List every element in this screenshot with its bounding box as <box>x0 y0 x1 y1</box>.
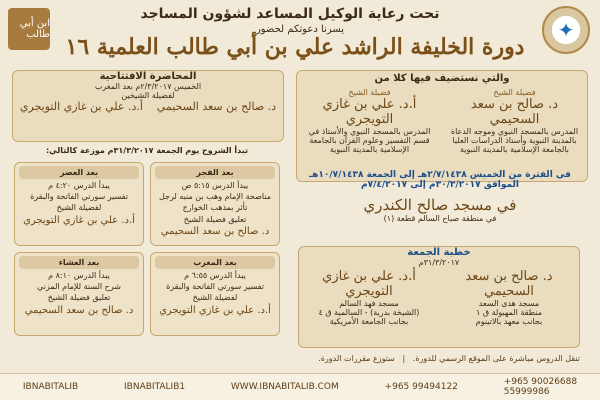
card-topic: مناصحة الإمام وهب بن منبه لرجل <box>158 192 272 202</box>
friday-note: بجانب الجامعة الأمريكية <box>329 317 409 326</box>
footnote-live: تنقل الدروس مباشرة على الموقع الرسمي للدورة. <box>412 354 580 363</box>
opening-sheikh: أ.د. علي بن غازي التويجري <box>19 100 143 113</box>
friday-location: منطقة المهبولة ق ١ <box>476 308 542 317</box>
hosts-heading: والتي نستضيف فيها كلا من <box>374 73 510 84</box>
host-desc: المدرس بالمسجد النبوي والأستاذ في قسم التفسير وعلوم القرآن بالجامعة الإسلامية بالمدينة النبوية <box>308 127 431 155</box>
mosque-area: في منطقة صباح السالم قطعة (١) <box>383 214 497 223</box>
card-topic: تأثر بمذهب الخوارج <box>182 203 248 213</box>
friday-mosque: مسجد فهد السالم <box>339 299 399 308</box>
phone-1[interactable]: +965 99494122 <box>384 382 458 392</box>
mosque-name: في مسجد صالح الكندري <box>363 196 517 214</box>
opening-time: الخميس ٢/٣/٢٠١٧م بعد المغرب <box>94 82 202 91</box>
friday-mosque: مسجد هدى السعد <box>478 299 540 308</box>
card-start: يبدأ الدرس ٨:١٠ م <box>48 271 110 280</box>
phone-2-a[interactable]: +965 90026688 <box>503 377 578 387</box>
card-topic: تفسير سورتي الفاتحة والبقرة <box>30 192 128 202</box>
invite-line: يسرنا دعوتكم لحضور <box>255 24 345 35</box>
card-sheikh: أ.د. علي بن غازي التويجري <box>159 304 271 316</box>
social-handle-2[interactable]: IBNABITALIB1 <box>124 382 186 392</box>
card-topic: تعليق فضيلة الشيخ <box>47 293 111 303</box>
card-topic: تعليق فضيلة الشيخ <box>183 214 247 224</box>
card-topic: لفضيلة الشيخ <box>56 203 102 213</box>
host-name: أ.د. علي بن غازي التويجري <box>322 97 417 127</box>
host-label: فضيلة الشيخ <box>493 88 536 97</box>
event-title: دورة الخليفة الراشد علي بن أبي طالب العلمية ١٦ <box>65 34 525 60</box>
period-line1: في الفترة من الخميس ٢/٧/١٤٣٨هـ إلى الجمعة ١٠/٧/١٤٣٨هـ <box>309 170 571 180</box>
host-name: د. صالح بن سعد السحيمي <box>470 97 559 127</box>
phone-2-b[interactable]: 55999986 <box>503 387 550 397</box>
card-topic: شرح السنة للإمام المزني <box>37 282 121 292</box>
schedule-card-maghrib <box>150 252 280 336</box>
friday-left <box>304 269 434 326</box>
host-desc: المدرس بالمسجد النبوي وموجه الدعاة بالمدينة النبوية وأستاذ الدراسات العليا بالجامعة الإسلامية بالمدينة النبوية <box>450 127 579 155</box>
friday-sermon <box>298 246 580 348</box>
host-label: فضيلة الشيخ <box>348 88 391 97</box>
opening-title: المحاضرة الافتتاحية <box>99 71 197 82</box>
friday-title: خطبة الجمعة <box>407 247 471 258</box>
hosts-section <box>296 70 588 182</box>
friday-location: (الشيخة بدرية) - السالمية ق ٤ <box>318 308 420 317</box>
card-start: يبدأ الدرس ٥:١٥ ص <box>181 181 249 190</box>
card-sheikh: أ.د. علي بن غازي التويجري <box>23 214 135 226</box>
program-intro: تبدأ الشروح يوم الجمعة ٣١/٣/٢٠١٧م موزعة كالتالي: <box>45 146 249 155</box>
schedule-card-asr <box>14 162 144 246</box>
host-sheikh1 <box>300 88 440 155</box>
period-line2: الموافق ٣٠/٣/٢٠١٧م إلى ٧/٤/٢٠١٧م <box>361 180 519 190</box>
period <box>300 170 580 190</box>
card-time: بعد الفجر <box>155 166 275 179</box>
host-sheikh2 <box>445 88 585 155</box>
ibn-abi-talib-logo: ابن أبي طالب <box>8 8 50 50</box>
kuwait-crest-icon: ✦ <box>542 6 590 54</box>
card-topic: لفضيلة الشيخ <box>192 293 238 303</box>
friday-date: ٣١/٣/٢٠١٧م <box>418 258 460 267</box>
card-sheikh: د. صالح بن سعد السحيمي <box>24 304 134 316</box>
footnote-materials: ستوزع مقررات الدورة. <box>318 354 395 363</box>
card-sheikh: د. صالح بن سعد السحيمي <box>160 225 270 237</box>
card-time: بعد المغرب <box>155 256 275 269</box>
friday-note: بجانب معهد بالاتينوم <box>475 317 543 326</box>
website-link[interactable]: WWW.IBNABITALIB.COM <box>230 382 339 392</box>
card-time: بعد العشاء <box>19 256 139 269</box>
schedule-card-fajr <box>150 162 280 246</box>
card-time: بعد العصر <box>19 166 139 179</box>
footnotes: تنقل الدروس مباشرة على الموقع الرسمي للدورة. | ستوزع مقررات الدورة. <box>318 354 580 363</box>
card-start: يبدأ الدرس ٦:٥٥ م <box>184 271 246 280</box>
patron-line: تحت رعاية الوكيل المساعد لشؤون المساجد <box>140 6 440 22</box>
friday-name: د. صالح بن سعد السحيمي <box>465 269 553 299</box>
phone-2 <box>504 377 577 397</box>
friday-right <box>444 269 574 326</box>
mosque-info <box>300 196 580 223</box>
card-topic: تفسير سورتي الفاتحة والبقرة <box>166 282 264 292</box>
contact-bar <box>0 373 600 400</box>
social-handle-1[interactable]: IBNABITALIB <box>22 382 79 392</box>
card-start: يبدأ الدرس ٤:٢٠ م <box>48 181 110 190</box>
friday-name: أ.د. علي بن غازي التويجري <box>322 269 416 299</box>
opening-lecture <box>12 70 284 142</box>
opening-sheikh: د. صالح بن سعد السحيمي <box>156 100 277 113</box>
opening-for: لفضيلة الشيخين <box>121 91 175 100</box>
schedule-card-isha <box>14 252 144 336</box>
